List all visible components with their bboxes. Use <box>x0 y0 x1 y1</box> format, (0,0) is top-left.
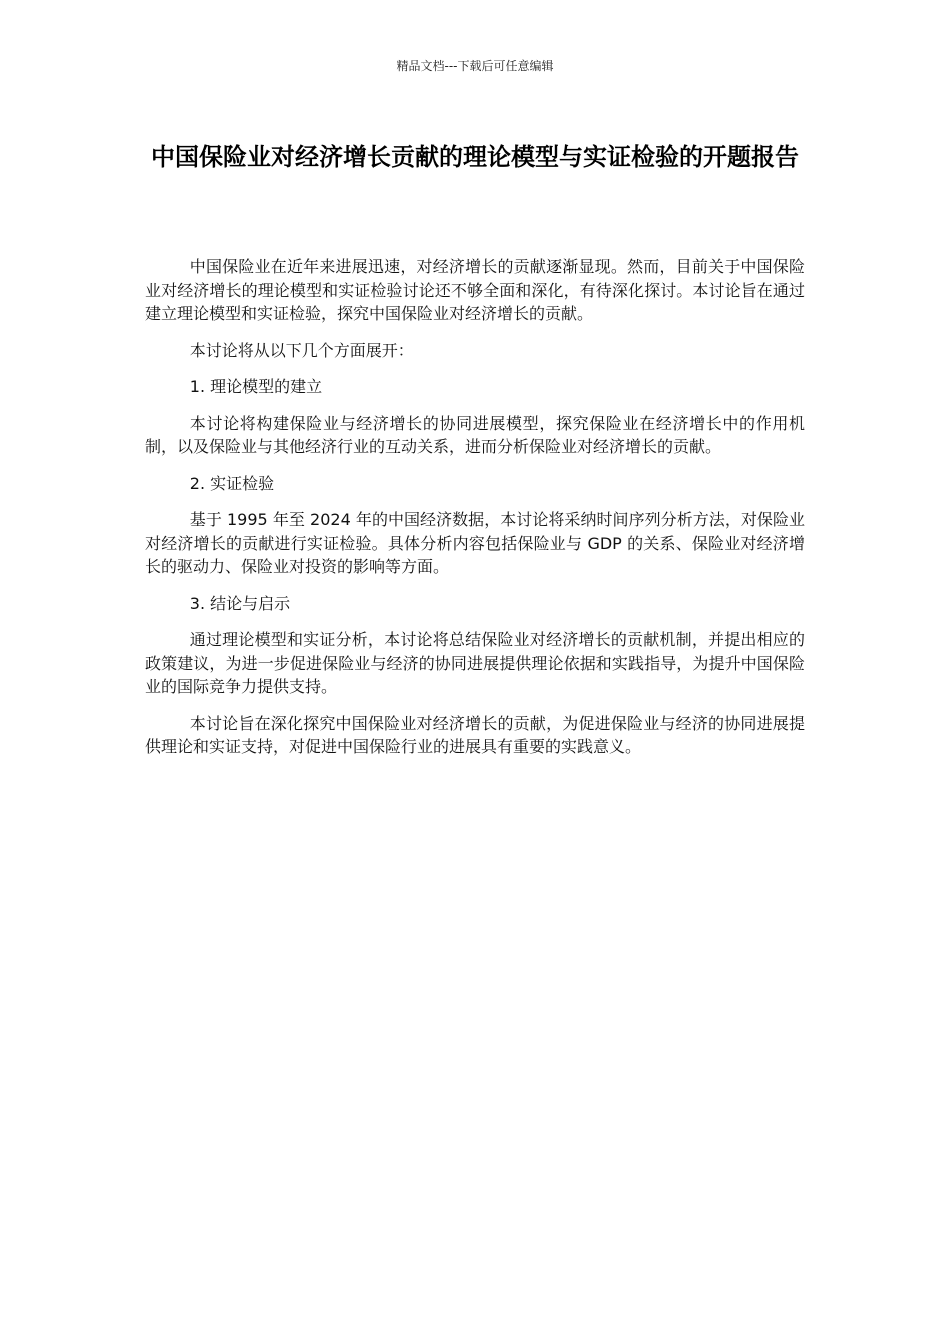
section-heading-conclusion: 3. 结论与启示 <box>189 593 291 613</box>
paragraph-empirical-test: 基于 1995 年至 2024 年的中国经济数据，本讨论将采纳时间序列分析方法，对保险业对经济增长的贡献进行实证检验。具体分析内容包括保险业与 GDP 的关系、保险业对经济增长的驱动力、保险业对投资的影响等方面。 <box>145 510 805 576</box>
section-heading-empirical-test: 2. 实证检验 <box>189 473 275 493</box>
document-body <box>145 255 805 772</box>
paragraph-intro: 中国保险业在近年来进展迅速，对经济增长的贡献逐渐显现。然而，目前关于中国保险业对经济增长的理论模型和实证检验讨论还不够全面和深化，有待深化探讨。本讨论旨在通过建立理论模型和实证检验，探究中国保险业对经济增长的贡献。 <box>145 257 805 323</box>
paragraph-summary: 本讨论旨在深化探究中国保险业对经济增长的贡献，为促进保险业与经济的协同进展提供理论和实证支持，对促进中国保险行业的进展具有重要的实践意义。 <box>145 713 805 756</box>
paragraph-theory-model: 本讨论将构建保险业与经济增长的协同进展模型，探究保险业在经济增长中的作用机制，以及保险业与其他经济行业的互动关系，进而分析保险业对经济增长的贡献。 <box>145 413 805 456</box>
paragraph-outline: 本讨论将从以下几个方面展开： <box>189 340 414 360</box>
document-title: 中国保险业对经济增长贡献的理论模型与实证检验的开题报告 <box>151 143 799 171</box>
header-note: 精品文档---下载后可任意编辑 <box>396 59 554 73</box>
paragraph-conclusion: 通过理论模型和实证分析，本讨论将总结保险业对经济增长的贡献机制，并提出相应的政策建议，为进一步促进保险业与经济的协同进展提供理论依据和实践指导，为提升中国保险业的国际竞争力提供支持。 <box>145 630 805 696</box>
section-heading-theory-model: 1. 理论模型的建立 <box>189 377 323 396</box>
